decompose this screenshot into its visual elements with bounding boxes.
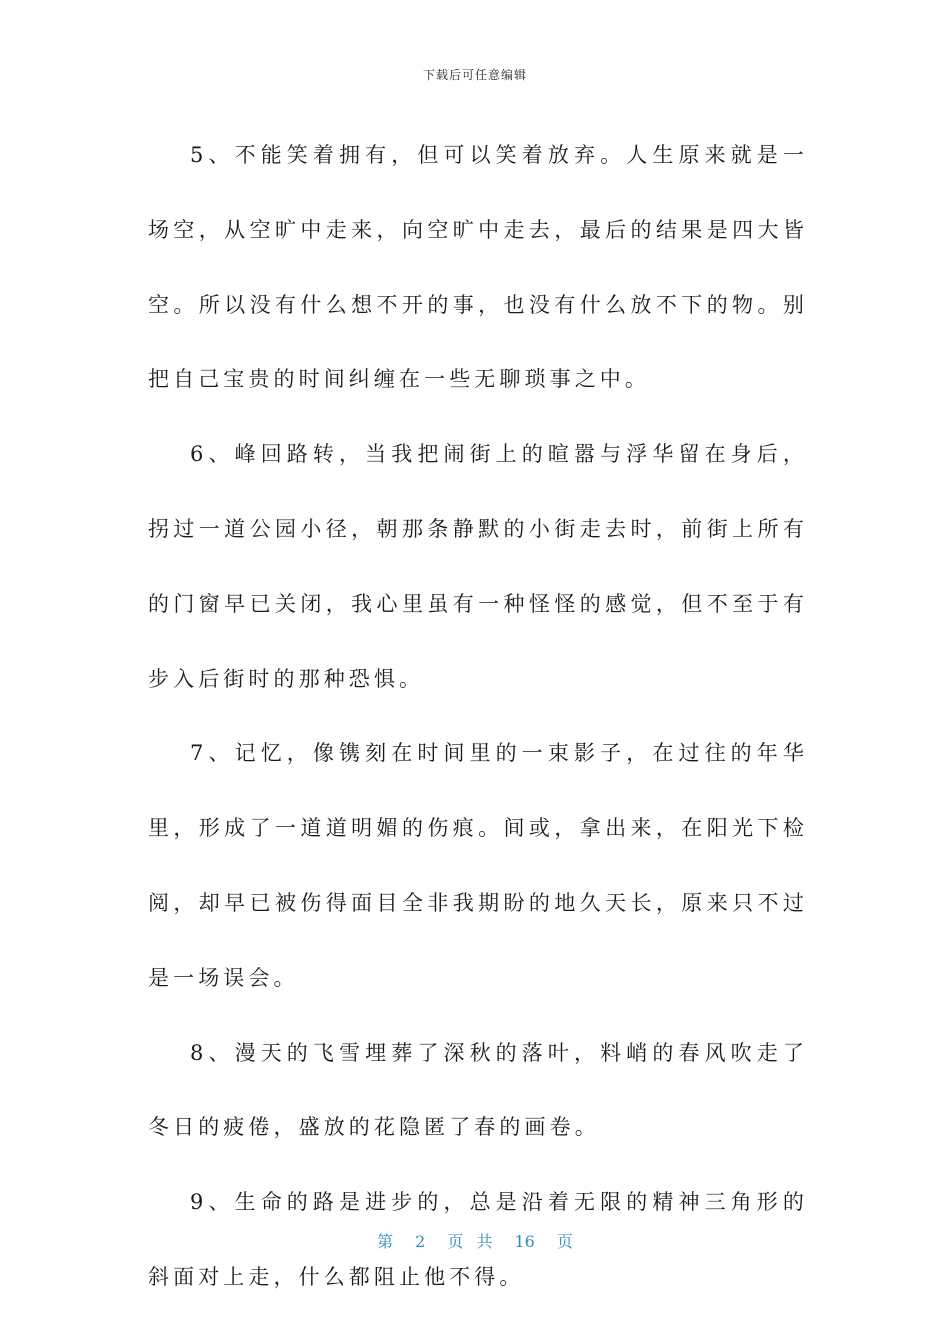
footer-prefix: 第 (377, 1232, 394, 1251)
paragraph-7: 7、记忆，像镌刻在时间里的一束影子，在过往的年华里，形成了一道道明媚的伤痕。间或，拿出来，在阳光下检阅，却早已被伤得面目全非我期盼的地久天长，原来只不过是一场误会。 (148, 741, 808, 990)
page-footer (0, 1229, 950, 1252)
paragraph-9: 9、生命的路是进步的，总是沿着无限的精神三角形的斜面对上走，什么都阻止他不得。 (148, 1190, 808, 1289)
footer-current-page: 2 (415, 1232, 426, 1251)
footer-suffix: 页 (556, 1232, 573, 1251)
page-header: 下载后可任意编辑 (422, 68, 527, 82)
paragraph-8: 8、漫天的飞雪埋葬了深秋的落叶，料峭的春风吹走了冬日的疲倦，盛放的花隐匿了春的画卷。 (148, 1040, 808, 1140)
footer-total-pages: 16 (514, 1232, 535, 1251)
paragraph-6: 6、峰回路转，当我把闹街上的暄嚣与浮华留在身后，拐过一道公园小径，朝那条静默的小街走去时，前街上所有的门窗早已关闭，我心里虽有一种怪怪的感觉，但不至于有步入后街时的那种恐惧。 (148, 442, 808, 691)
footer-middle: 页 共 (447, 1232, 493, 1251)
paragraph-5: 5、不能笑着拥有，但可以笑着放弃。人生原来就是一场空，从空旷中走来，向空旷中走去，最后的结果是四大皆空。所以没有什么想不开的事，也没有什么放不下的物。别把自己宝贵的时间纠缠在一些无聊琐事之中。 (148, 143, 808, 392)
document-body (148, 118, 808, 1315)
